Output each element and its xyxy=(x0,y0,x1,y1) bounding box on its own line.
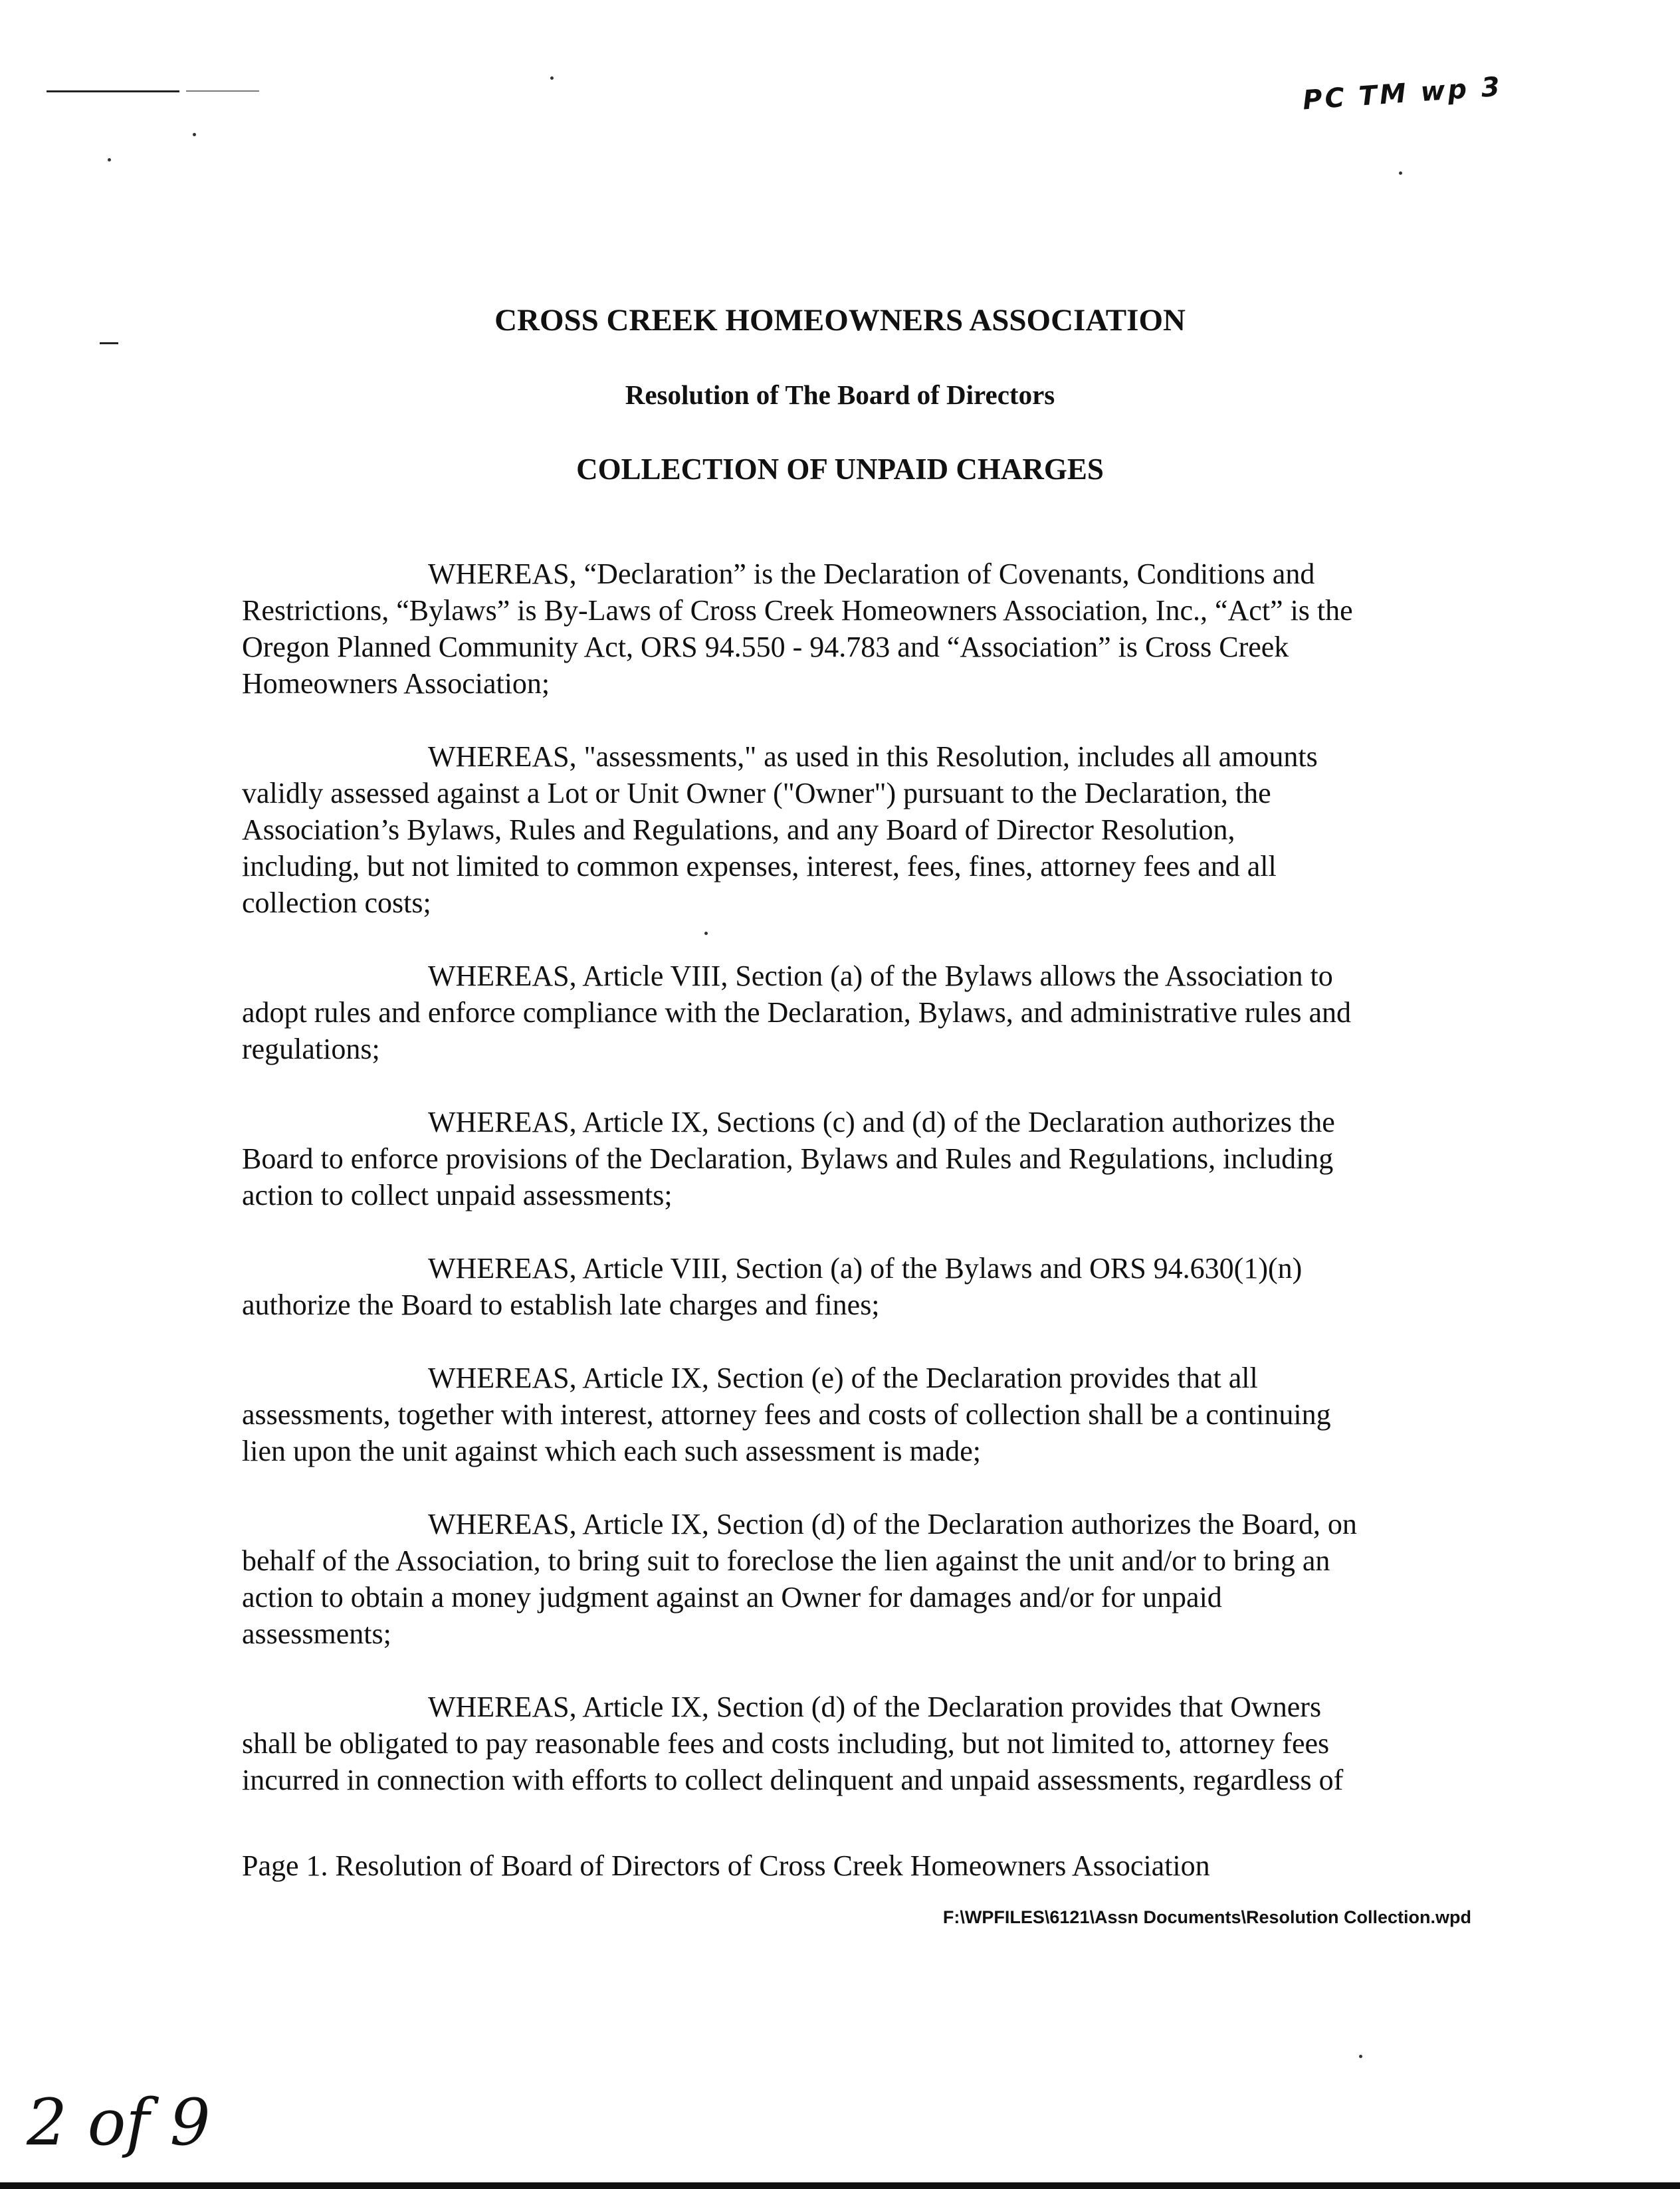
paragraph-line: WHEREAS, "assessments," as used in this Resolution, includes all amounts xyxy=(428,740,1318,773)
whereas-paragraph xyxy=(242,738,1485,921)
whereas-paragraph xyxy=(242,556,1485,702)
scan-dot xyxy=(193,133,196,136)
scan-mark xyxy=(186,90,259,92)
paragraph-line: regulations; xyxy=(242,1033,380,1065)
paragraph-line: collection costs; xyxy=(242,886,431,919)
resolution-subtitle: Resolution of The Board of Directors xyxy=(625,379,1055,410)
paragraph-line: action to collect unpaid assessments; xyxy=(242,1179,673,1211)
paragraph-line: lien upon the unit against which each such assessment is made; xyxy=(242,1435,981,1467)
page-footer: Page 1. Resolution of Board of Directors of Cross Creek Homeowners Association xyxy=(242,1849,1210,1882)
paragraph-line: validly assessed against a Lot or Unit Owner ("Owner") pursuant to the Declaration, the xyxy=(242,777,1271,809)
whereas-paragraph xyxy=(242,958,1485,1067)
paragraph-line: behalf of the Association, to bring suit to foreclose the lien against the unit and/or to bring an xyxy=(242,1544,1330,1577)
scan-dot xyxy=(1359,2055,1362,2058)
paragraph-line: WHEREAS, Article IX, Sections (c) and (d) of the Declaration authorizes the xyxy=(428,1106,1335,1138)
resolution-body xyxy=(242,556,1485,1835)
whereas-paragraph xyxy=(242,1506,1485,1652)
paragraph-line: Restrictions, “Bylaws” is By-Laws of Cross Creek Homeowners Association, Inc., “Act” is the xyxy=(242,594,1353,627)
paragraph-line: shall be obligated to pay reasonable fees and costs including, but not limited to, attorney fees xyxy=(242,1727,1330,1760)
paragraph-line: Homeowners Association; xyxy=(242,667,550,700)
whereas-paragraph xyxy=(242,1104,1485,1213)
whereas-paragraph xyxy=(242,1689,1485,1798)
scan-dot xyxy=(108,158,111,161)
paragraph-line: authorize the Board to establish late charges and fines; xyxy=(242,1289,880,1321)
paragraph-line: Association’s Bylaws, Rules and Regulations, and any Board of Director Resolution, xyxy=(242,813,1235,846)
paragraph-line: WHEREAS, Article IX, Section (d) of the Declaration provides that Owners xyxy=(428,1691,1322,1723)
paragraph-line: WHEREAS, “Declaration” is the Declaration of Covenants, Conditions and xyxy=(428,558,1315,590)
scan-dot xyxy=(1399,171,1402,175)
paragraph-line: incurred in connection with efforts to collect delinquent and unpaid assessments, regardless of xyxy=(242,1764,1344,1796)
paragraph-line: adopt rules and enforce compliance with the Declaration, Bylaws, and administrative rules and xyxy=(242,996,1351,1029)
paragraph-line: WHEREAS, Article IX, Section (e) of the Declaration provides that all xyxy=(428,1362,1258,1394)
handwritten-note-top: PC TM wp 3 xyxy=(1301,71,1504,116)
paragraph-line: assessments; xyxy=(242,1617,391,1650)
document-title: COLLECTION OF UNPAID CHARGES xyxy=(576,453,1104,486)
scan-mark xyxy=(47,90,179,92)
paragraph-line: action to obtain a money judgment against an Owner for damages and/or for unpaid xyxy=(242,1581,1222,1614)
paragraph-line: assessments, together with interest, attorney fees and costs of collection shall be a continuing xyxy=(242,1398,1331,1431)
paragraph-line: WHEREAS, Article VIII, Section (a) of the Bylaws and ORS 94.630(1)(n) xyxy=(428,1252,1303,1285)
scan-mark xyxy=(100,342,118,344)
paragraph-line: including, but not limited to common expenses, interest, fees, fines, attorney fees and all xyxy=(242,850,1277,883)
whereas-paragraph xyxy=(242,1360,1485,1469)
paragraph-line: Board to enforce provisions of the Declaration, Bylaws and Rules and Regulations, including xyxy=(242,1142,1334,1175)
organization-heading: CROSS CREEK HOMEOWNERS ASSOCIATION xyxy=(494,303,1186,338)
paragraph-line: WHEREAS, Article IX, Section (d) of the Declaration authorizes the Board, on xyxy=(428,1508,1357,1540)
whereas-paragraph xyxy=(242,1250,1485,1323)
paragraph-line: WHEREAS, Article VIII, Section (a) of the Bylaws allows the Association to xyxy=(428,960,1333,992)
handwritten-page-count: 2 of 9 xyxy=(27,2085,211,2160)
paragraph-line: Oregon Planned Community Act, ORS 94.550 - 94.783 and “Association” is Cross Creek xyxy=(242,631,1289,663)
file-path: F:\WPFILES\6121\Assn Documents\Resolution Collection.wpd xyxy=(942,1907,1471,1927)
scan-dot xyxy=(550,76,554,80)
scan-border xyxy=(0,2182,1680,2189)
